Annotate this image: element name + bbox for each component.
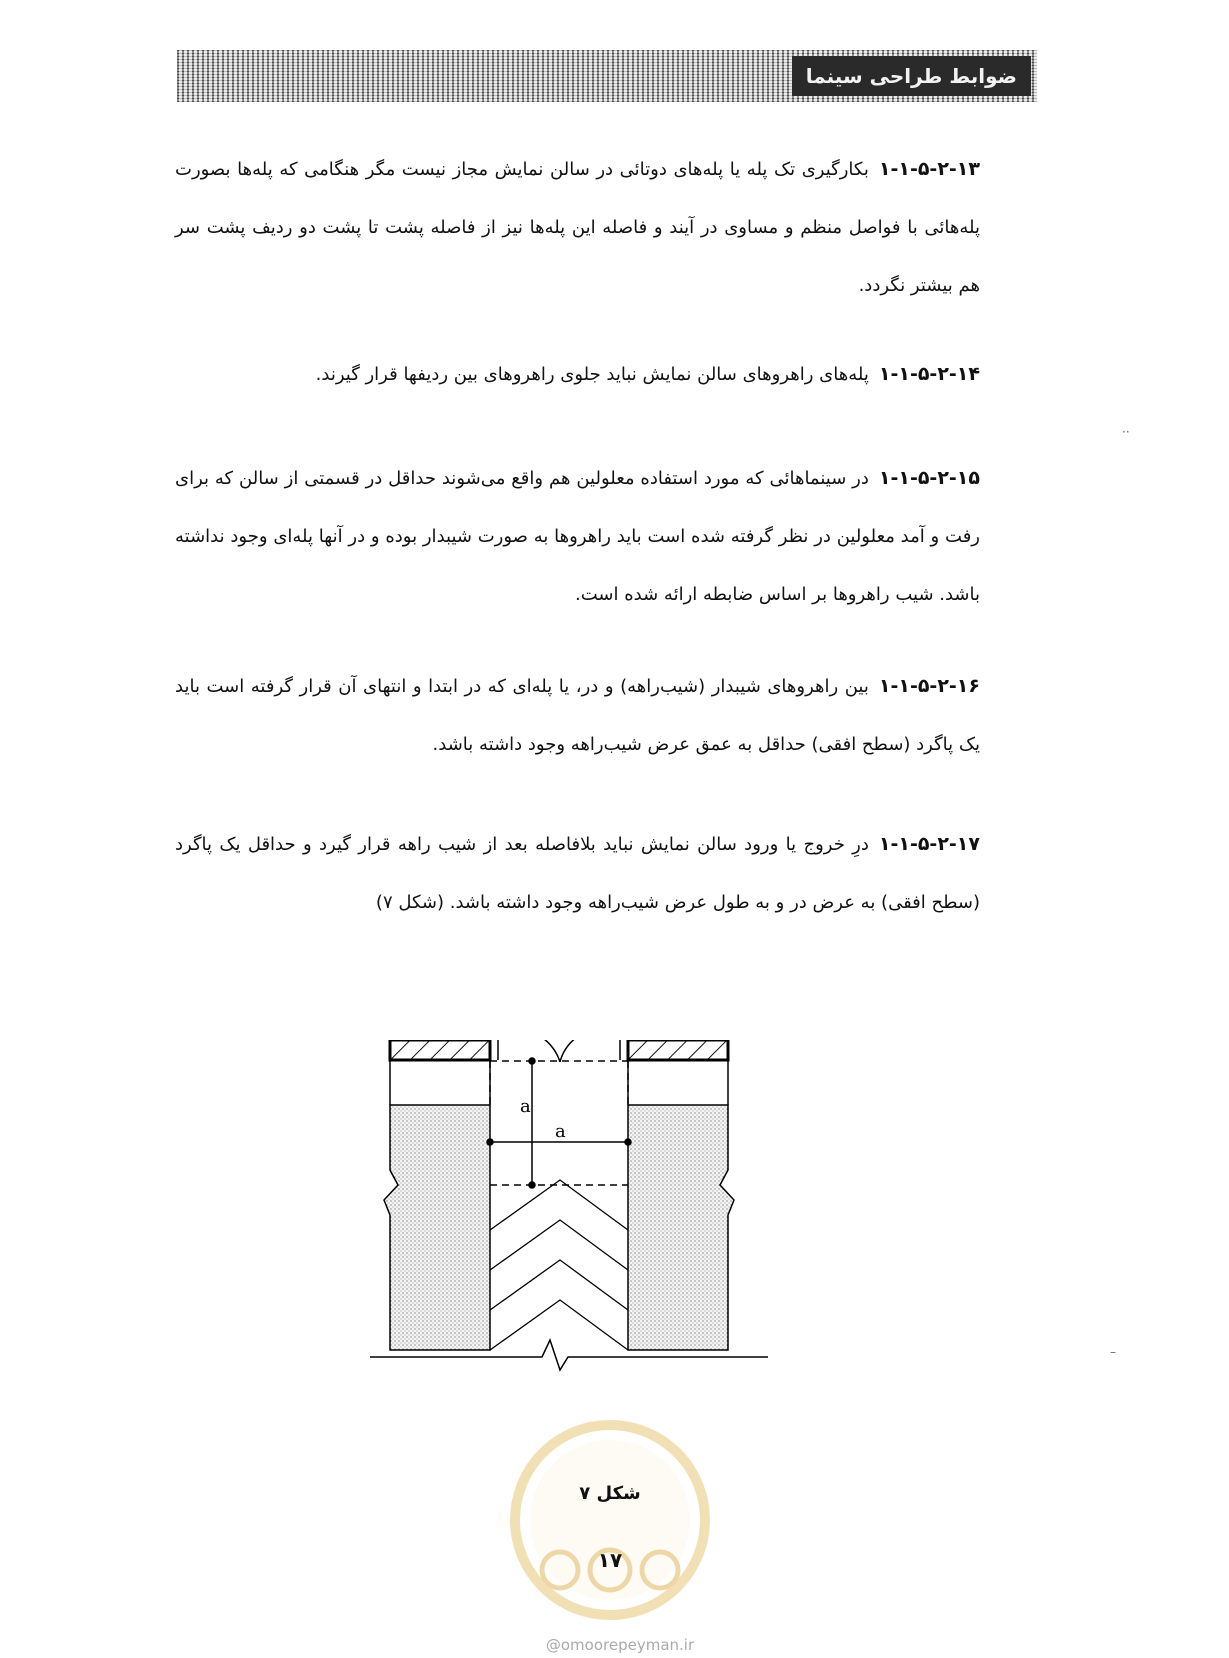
ramp-chevrons [490,1180,628,1350]
publisher-seal-watermark [495,1420,725,1620]
left-seating-block [384,1105,490,1350]
paragraph-number: ۱-۱-۵-۲-۱۴ [878,363,980,385]
header-band [177,50,1037,102]
page-number: ۱۷ [597,1548,623,1572]
right-wall [628,1040,728,1105]
door-leaves [498,1040,620,1062]
paragraph-number: ۱-۱-۵-۲-۱۷ [878,833,980,855]
figure-ramp-landing-diagram [370,1040,790,1440]
dimension-label-horizontal: a [555,1121,566,1142]
paragraph-text: پله‌های راهروهای سالن نمایش نباید جلوی راهروهای بین ردیفها قرار گیرند. [315,364,869,385]
left-wall [390,1040,490,1105]
paragraph-text: بین راهروهای شیبدار (شیب‌راهه) و در، یا پله‌ای که در ابتدا و انتهای آن قرار گرفته است باید یک پاگرد (سطح افقی) حداقل به عمق عرض شیب‌راهه وجود داشته باشد. [175,676,980,755]
right-seating-block [628,1105,734,1350]
paragraph-17 [175,815,980,932]
margin-mark: – [1110,1345,1116,1359]
paragraph-text: بکارگیری تک پله یا پله‌های دوتائی در سالن نمایش مجاز نیست مگر هنگامی که پله‌ها بصورت پله‌هائی با فواصل منظم و مساوی در آیند و فاصله این پله‌ها نیز از فاصله پشت تا پشت دو ردیف پشت سر هم بیشتر نگردد. [175,159,980,296]
dimension-label-vertical: a [520,1096,531,1117]
paragraph-14 [175,345,980,404]
figure-caption: شکل ۷ [579,1483,641,1504]
paragraph-16 [175,657,980,774]
paragraph-13 [175,140,980,315]
paragraph-number: ۱-۱-۵-۲-۱۵ [878,467,980,489]
paragraph-number: ۱-۱-۵-۲-۱۳ [878,158,980,180]
paragraph-number: ۱-۱-۵-۲-۱۶ [878,675,980,697]
paragraph-text: درِ خروج یا ورود سالن نمایش نباید بلافاصله بعد از شیب راهه قرار گیرد و حداقل یک پاگرد (سطح افقی) به عرض در و به طول عرض شیب‌راهه وجود داشته باشد. (شکل ۷) [175,834,980,913]
watermark-url: @omoorepeyman.ir [545,1636,695,1654]
margin-mark: ·· [1122,425,1130,439]
header-title: ضوابط طراحی سینما [792,56,1031,96]
paragraph-text: در سینماهائی که مورد استفاده معلولین هم واقع می‌شوند حداقل در قسمتی از سالن که برای رفت و آمد معلولین در نظر گرفته شده است باید راهروها به صورت شیبدار بوده و در آنها پله‌ای وجود نداشته باشد. شیب راهروها بر اساس ضابطه ارائه شده است. [175,468,980,605]
paragraph-15 [175,449,980,624]
